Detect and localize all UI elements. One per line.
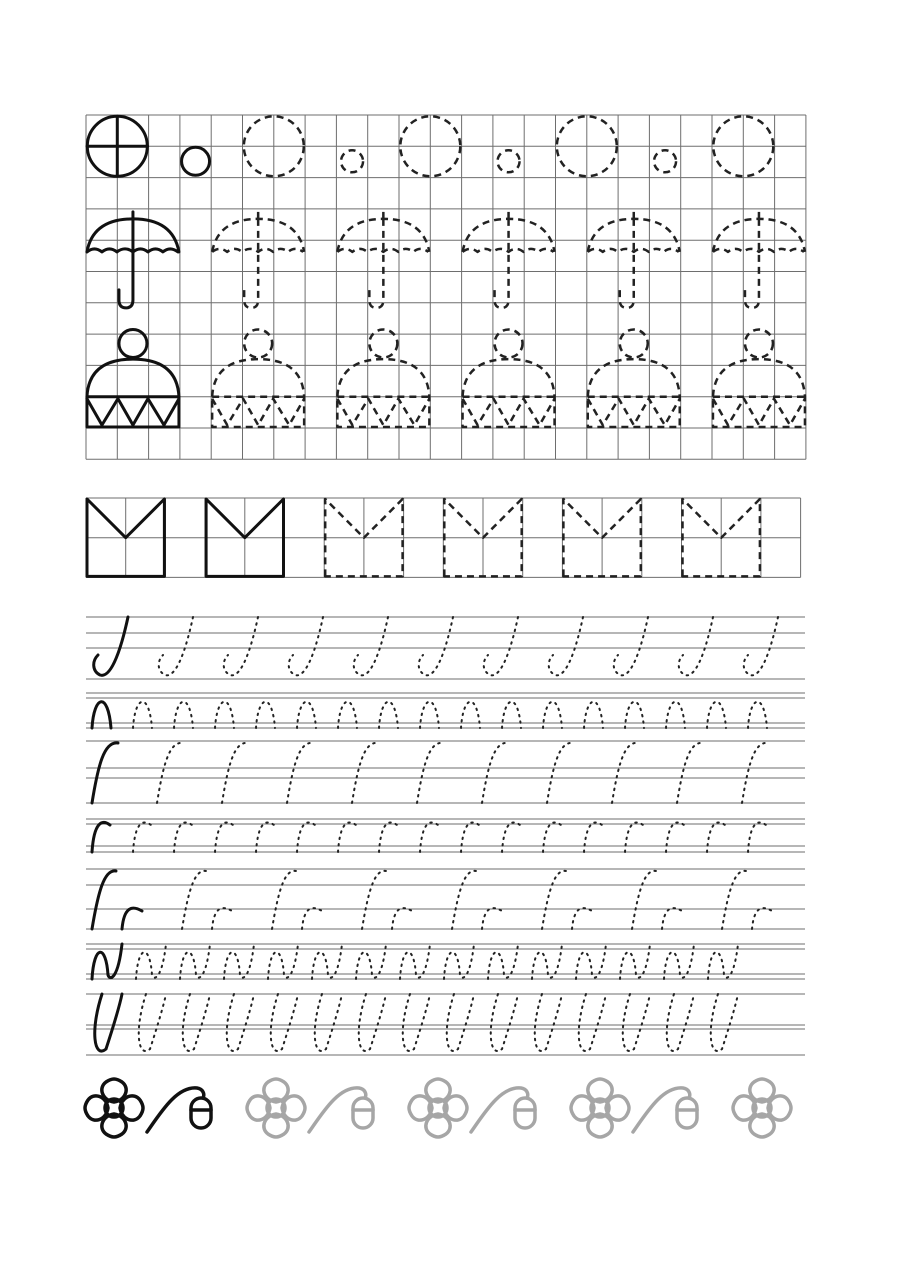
circle-with-cross: [87, 116, 148, 176]
